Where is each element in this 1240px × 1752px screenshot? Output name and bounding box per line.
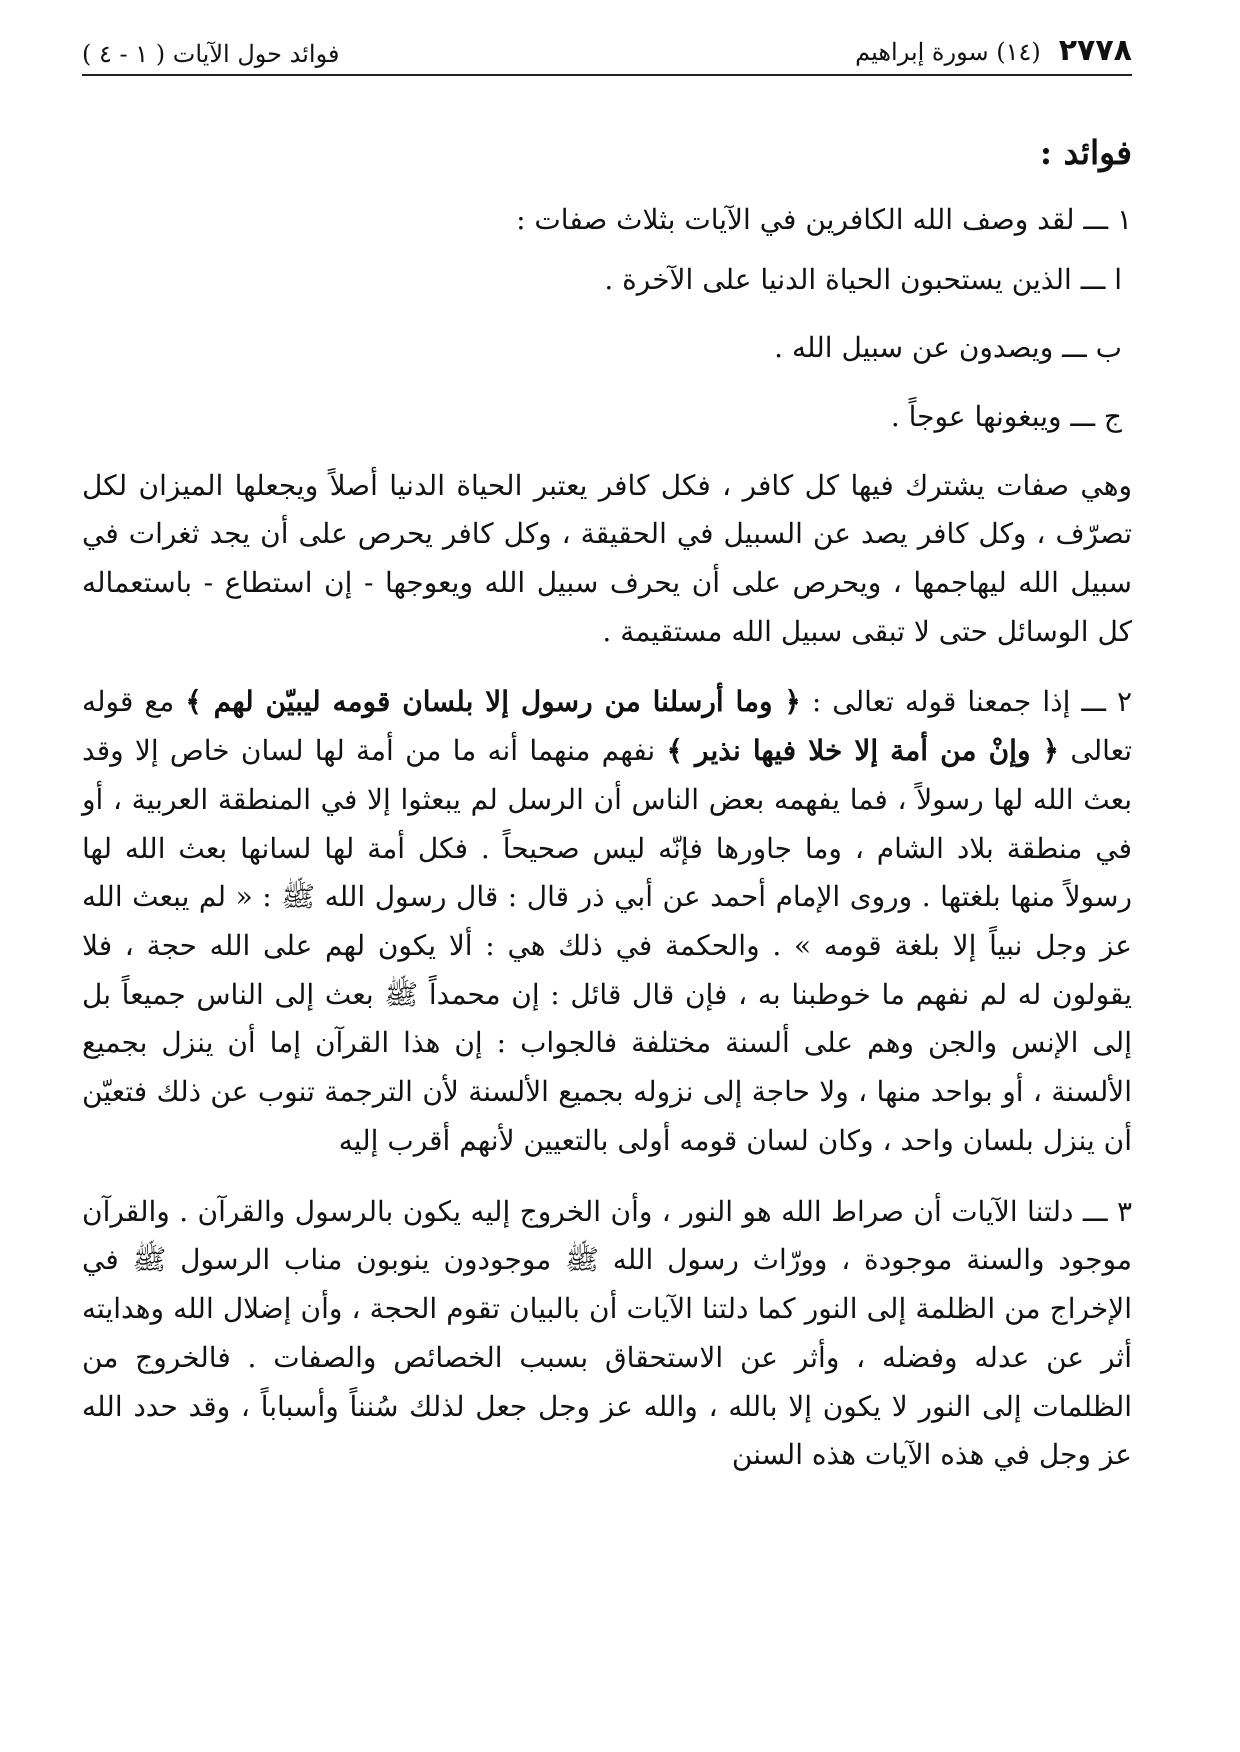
quran-verse-1: ﴿ وما أرسلنا من رسول إلا بلسان قومه ليبيّن لهم ﴾ bbox=[185, 685, 801, 719]
point-2-body: نفهم منهما أنه ما من أمة لها لسان خاص إلا وقد بعث الله لها رسولاً ، فما يفهمه بعض الناس أن الرسل لم يبعثوا إلا في المنطقة العربية ، أو في منطقة بلاد الشام ، وما جاورها فإنّه ليس صحيحاً . فكل أمة لها لسانها بعث الله لها رسولاً منها بلغتها . وروى الإمام أحمد عن أبي ذر قال : قال رسول الله ﷺ : « لم يبعث الله عز وجل نبياً إلا بلغة قومه » . والحكمة في ذلك هي : ألا يكون لهم على الله حجة ، فلا يقولون له لم نفهم ما خوطبنا به ، فإن قال قائل : إن محمداً ﷺ بعث إلى الناس جميعاً بل إلى الإنس والجن وهم على ألسنة مختلفة فالجواب : إن هذا القرآن إما أن ينزل بجميع الألسنة ، أو بواحد منها ، ولا حاجة إلى نزوله بجميع الألسنة لأن الترجمة تنوب عن ذلك فتعيّن أن ينزل بلسان واحد ، وكان لسان قومه أولى بالتعيين لأنهم أقرب إليه bbox=[82, 734, 1132, 1157]
list-item: ج ـــ ويبغونها عوجاً . bbox=[890, 399, 1122, 433]
point-2-paragraph bbox=[82, 678, 1132, 1165]
point-1-commentary: وهي صفات يشترك فيها كل كافر ، فكل كافر يعتبر الحياة الدنيا أصلاً ويجعلها الميزان لكل تصرّف ، وكل كافر يصد عن السبيل في الحقيقة ، وكل كافر يحرص على أن يجد ثغرات في سبيل الله ليهاجمها ، ويحرص على أن يحرف سبيل الله ويعوجها - إن استطاع - باستعماله كل الوسائل حتى لا تبقى سبيل الله مستقيمة . bbox=[82, 468, 1132, 648]
running-header bbox=[82, 32, 1132, 76]
point-2 bbox=[82, 678, 1132, 1165]
point-1 bbox=[82, 196, 1132, 656]
benefits-heading: فوائد : bbox=[1039, 133, 1132, 172]
page-content bbox=[82, 130, 1132, 1502]
point-1-intro: ١ ـــ لقد وصف الله الكافرين في الآيات بثلاث صفات : bbox=[516, 203, 1132, 237]
list-item: ب ـــ ويصدون عن سبيل الله . bbox=[774, 331, 1122, 365]
quran-verse-2: ﴿ وإنْ من أمة إلا خلا فيها نذير ﴾ bbox=[666, 734, 1060, 768]
section-title: فوائد حول الآيات ( ١ - ٤ ) bbox=[82, 40, 340, 68]
point-3-paragraph: ٣ ـــ دلتنا الآيات أن صراط الله هو النور ، وأن الخروج إليه يكون بالرسول والقرآن . والقرآن موجود والسنة موجودة ، وورّاث رسول الله ﷺ موجودون ينوبون مناب الرسول ﷺ في الإخراج من الظلمة إلى النور كما دلتنا الآيات أن بالبيان تقوم الحجة ، وأن إضلال الله وهدايته أثر عن عدله وفضله ، وأثر عن الاستحقاق بسبب الخصائص والصفات . فالخروج من الظلمات إلى النور لا يكون إلا بالله ، والله عز وجل جعل لذلك سُنناً وأسباباً ، وقد حدد الله عز وجل في هذه الآيات هذه السنن bbox=[82, 1194, 1133, 1472]
point-3 bbox=[82, 1188, 1132, 1480]
list-item: ا ـــ الذين يستحبون الحياة الدنيا على الآخرة . bbox=[604, 262, 1122, 296]
surah-reference: (١٤) سورة إبراهيم bbox=[855, 38, 1041, 66]
point-1-list bbox=[82, 256, 1132, 441]
point-2-lead: ٢ ـــ إذا جمعنا قوله تعالى : bbox=[811, 685, 1133, 719]
point-2-mid: مع قوله تعالى bbox=[82, 685, 1133, 768]
page-number: ٢٧٧٨ bbox=[1058, 33, 1132, 68]
header-right-group bbox=[855, 33, 1132, 68]
